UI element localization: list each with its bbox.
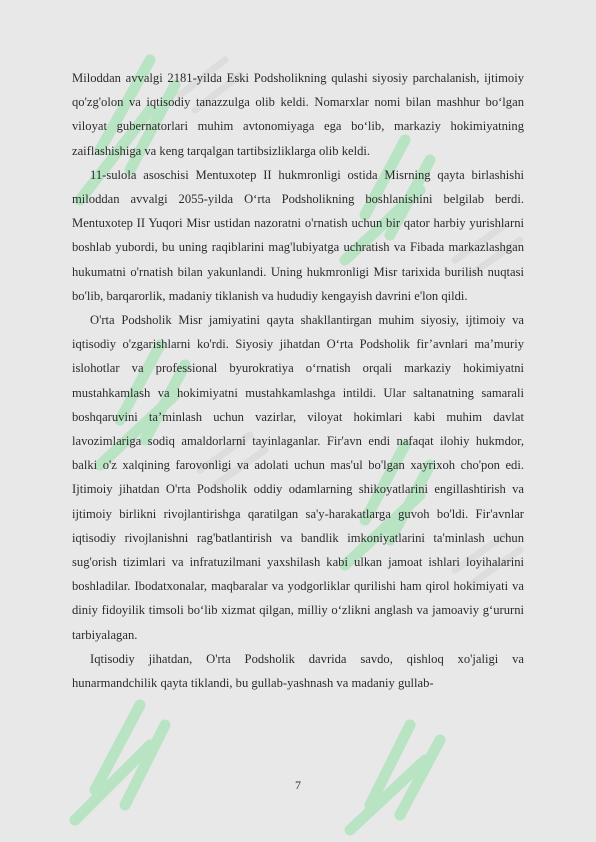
paragraph-4: Iqtisodiy jihatdan, O'rta Podsholik davrida savdo, qishloq xo'jaligi va hunarmandchilik qayta tiklandi, bu gullab-yashnash va madaniy gullab- <box>72 651 524 691</box>
paragraph-1: Miloddan avvalgi 2181-yilda Eski Podsholikning qulashi siyosiy parchalanish, ijtimoiy qo'zg'olon va iqtisodiy tanazzulga olib keldi. Nomarxlar nomi bilan mashhur bo‘lgan viloyat gubernatorlari muhim avtonomiyaga ega bo‘lib, markaziy hokimiyatning zaiflashishiga va keng tarqalgan tartibsizliklarga olib keldi. <box>72 71 524 158</box>
document-body <box>72 66 524 695</box>
paragraph-2: 11-sulola asoschisi Mentuxotep II hukmronligi ostida Misrning qayta birlashishi miloddan avvalgi 2055-yilda O‘rta Podsholikning boshlanishini belgilab berdi. Mentuxotep II Yuqori Misr ustidan nazoratni o'rnatish uchun bir qator harbiy yurishlarni boshlab yubordi, bu uning raqiblarini mag'lubiyatga uchratish va Fibada markazlashgan hukumatni o'rnatish bilan yakunlandi. Uning hukmronligi Misr tarixida burilish nuqtasi bo'lib, barqarorlik, madaniy tiklanish va hududiy kengayish davrini e'lon qildi. <box>72 167 524 303</box>
paragraph-3: O'rta Podsholik Misr jamiyatini qayta shakllantirgan muhim siyosiy, ijtimoiy va iqtisodiy o'zgarishlarni ko'rdi. Siyosiy jihatdan O‘rta Podsholik fir’avnlari ma’muriy islohotlar va professional byurokratiya o‘rnatish orqali markaziy hokimiyatni mustahkamlash va hokimiyatni mustahkamlashga intildi. Ular saltanatning samarali boshqaruvini ta’minlash uchun vazirlar, viloyat hokimlari kabi muhim davlat lavozimlariga sodiq amaldorlarni tayinlaganlar. Fir'avn endi nafaqat ilohiy hukmdor, balki o'z xalqining farovonligi va adolati uchun mas'ul bo'lgan xayrixoh cho'pon edi. Ijtimoiy jihatdan O'rta Podsholik oddiy odamlarning shikoyatlarini engillashtirish va ijtimoiy birlikni rivojlantirishga qaratilgan sa'y-harakatlarga guvoh bo'ldi. Fir'avnlar iqtisodiy rivojlanishni rag'batlantirish va bandlik imkoniyatlarini ta'minlash uchun sug'orish tizimlari va infratuzilmani yaxshilash kabi ulkan jamoat ishlari loyihalarini boshladilar. Ibodatxonalar, maqbaralar va yodgorliklar qurilishi ham qirol hokimiyati va diniy fidoyilik timsoli bo‘lib xizmat qilgan, milliy o‘zlikni anglash va jamoaviy g‘ururni tarbiyalagan. <box>72 313 524 642</box>
page-number: 7 <box>295 778 301 792</box>
